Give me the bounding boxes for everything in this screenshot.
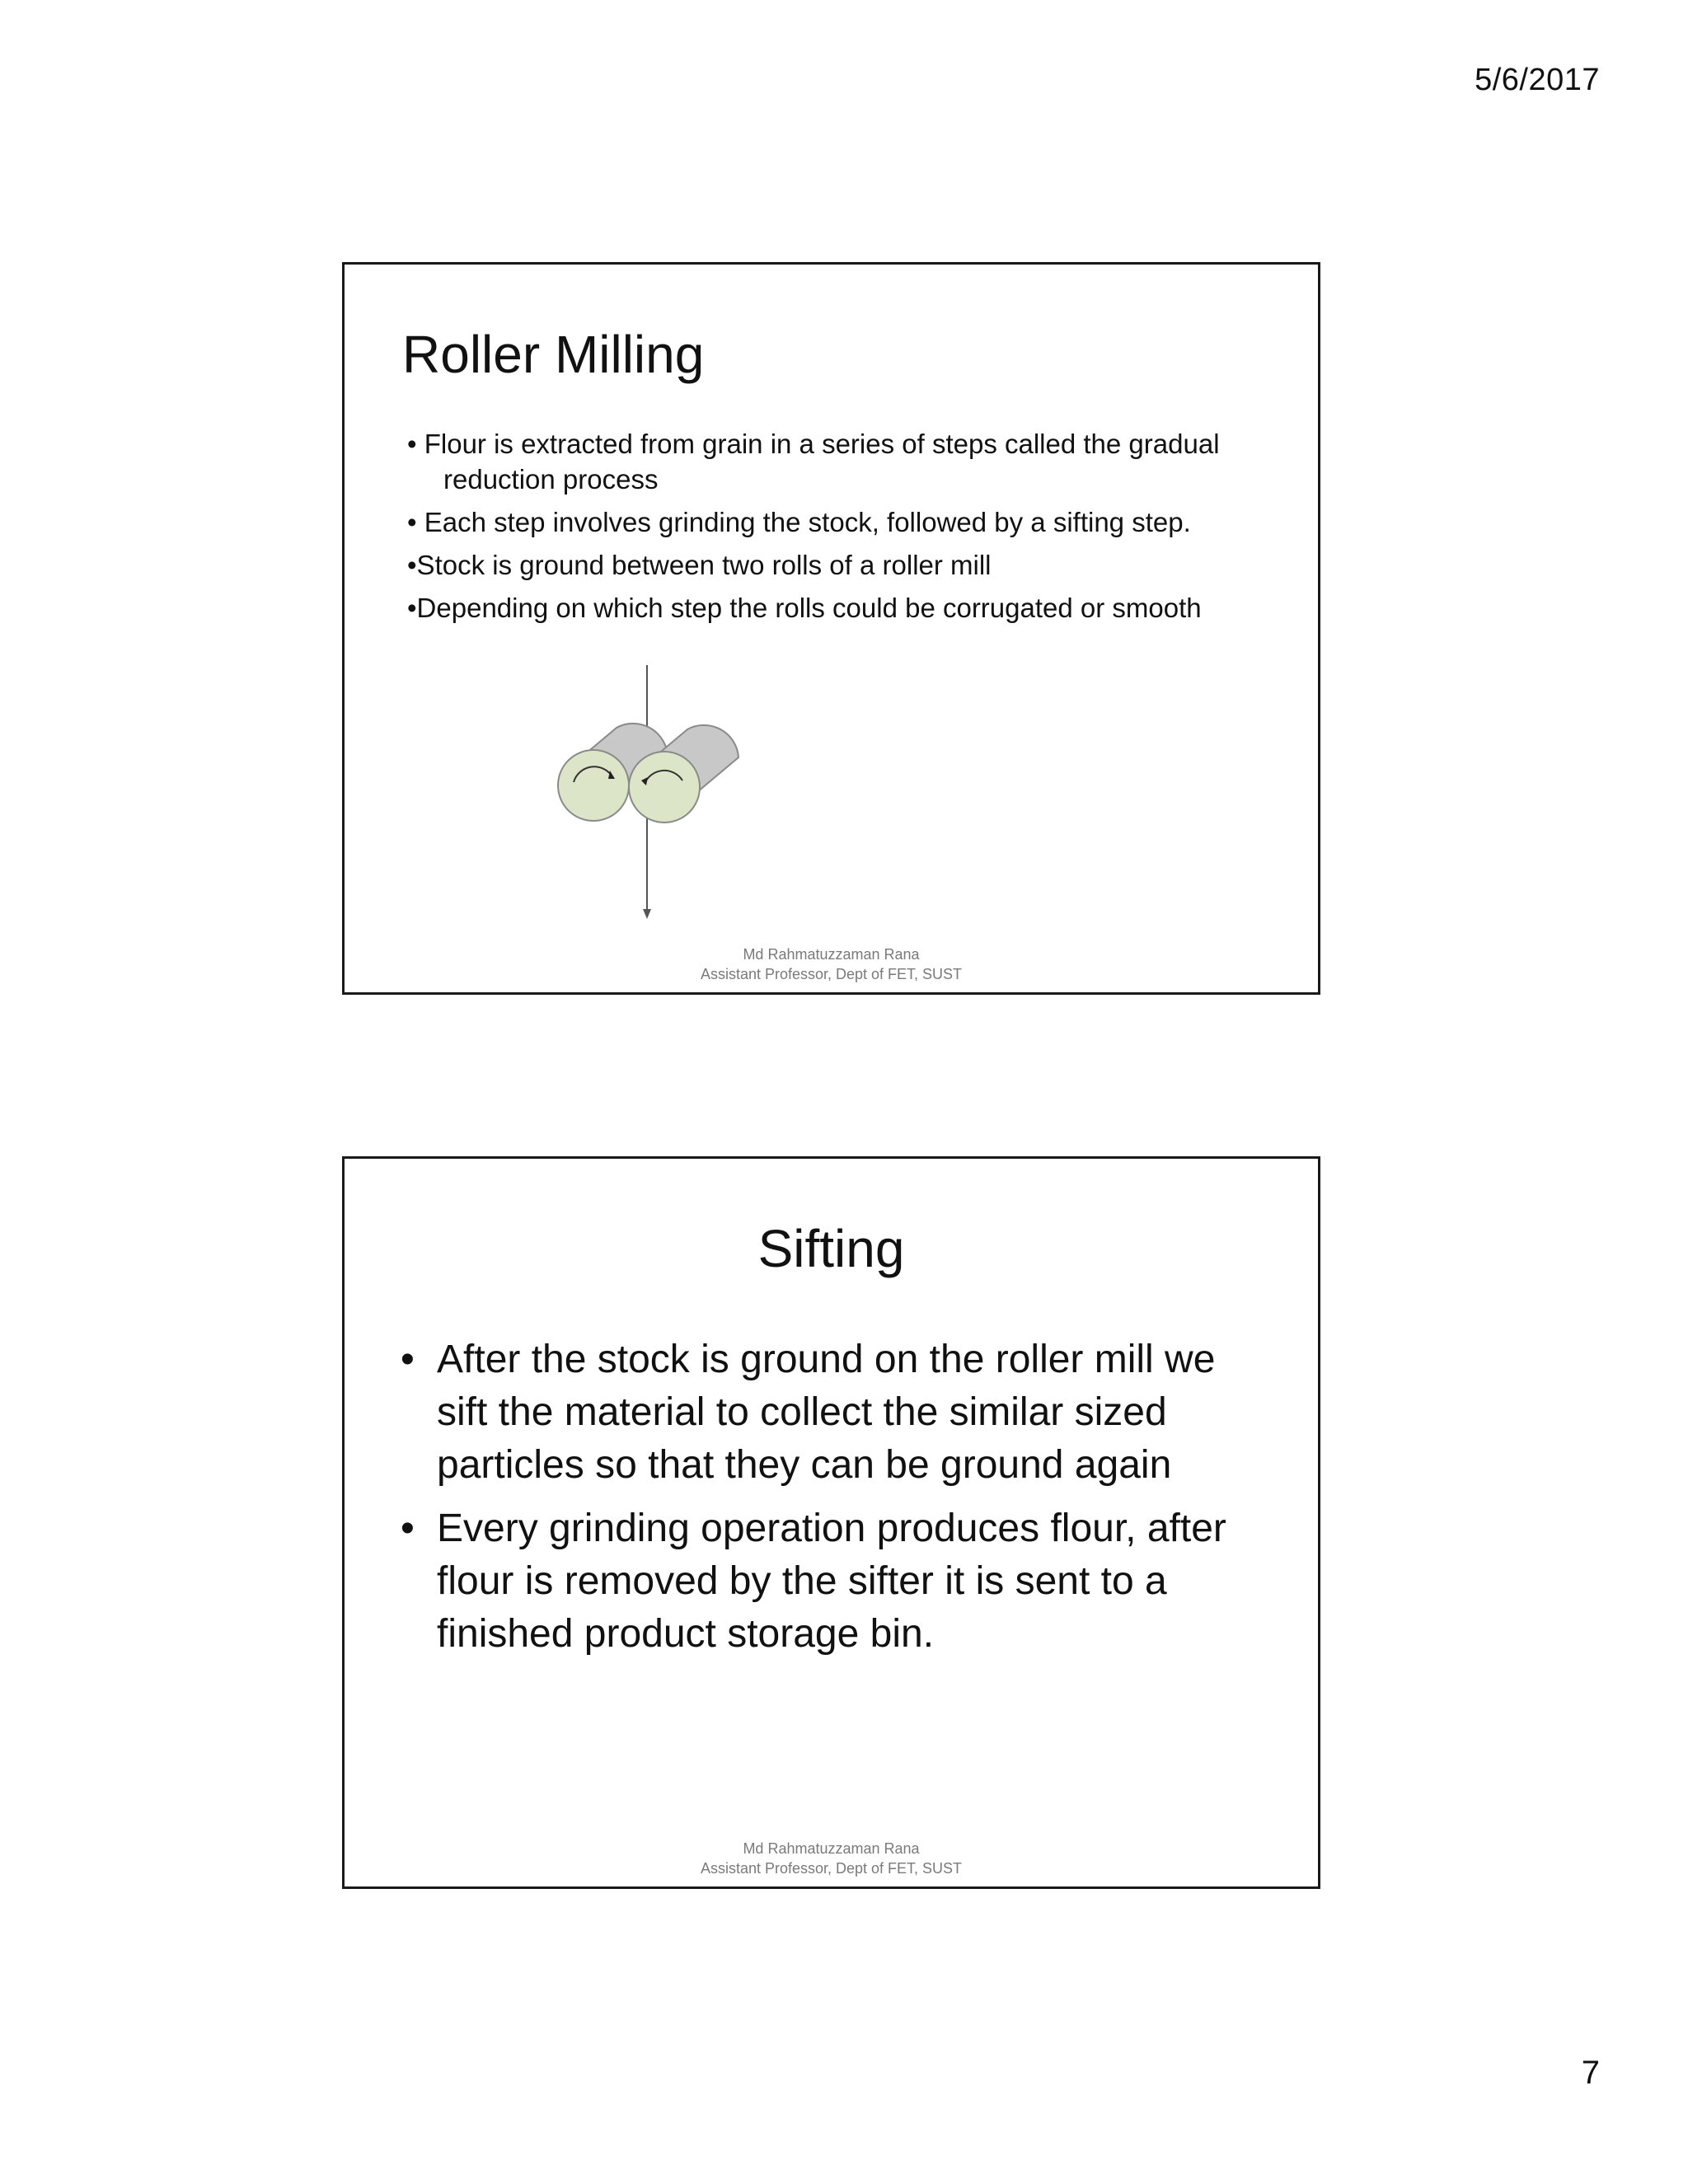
bullet-list (401, 1333, 1274, 1671)
arrow-head-icon (643, 909, 651, 919)
page-number: 7 (1581, 2055, 1600, 2091)
slide-title: Sifting (757, 1219, 905, 1278)
footer-affiliation: Assistant Professor, Dept of FET, SUST (700, 966, 963, 982)
bullet-item: • Each step involves grinding the stock, followed by a sifting step. (407, 507, 1191, 537)
slide-roller-milling (342, 262, 1320, 995)
bullet-list (407, 426, 1281, 633)
roller-mill-diagram (551, 665, 748, 929)
bullet-marker: • (401, 1338, 415, 1381)
bullet-text: After the stock is ground on the roller mill we sift the material to collect the similar sized particles so that they can be ground again (437, 1338, 1216, 1487)
bullet-item: •Stock is ground between two rolls of a roller mill (407, 550, 992, 580)
slide-sifting (342, 1156, 1320, 1889)
bullet-item (401, 1333, 1274, 1492)
slide-title: Roller Milling (402, 325, 705, 384)
page-date: 5/6/2017 (1475, 63, 1600, 97)
footer-affiliation: Assistant Professor, Dept of FET, SUST (700, 1860, 963, 1877)
bullet-item: •Depending on which step the rolls could be corrugated or smooth (407, 593, 1202, 623)
slide-footer (345, 944, 1318, 984)
bullet-item: • Flour is extracted from grain in a series of steps called the gradual reduction process (407, 429, 1220, 494)
slide-footer (345, 1839, 1318, 1878)
footer-author: Md Rahmatuzzaman Rana (743, 1840, 920, 1857)
bullet-text: Every grinding operation produces flour, after flour is removed by the sifter it is sent to a finished product storage bin. (437, 1507, 1226, 1656)
footer-author: Md Rahmatuzzaman Rana (743, 946, 920, 963)
bullet-item (401, 1502, 1274, 1661)
bullet-marker: • (401, 1507, 415, 1550)
